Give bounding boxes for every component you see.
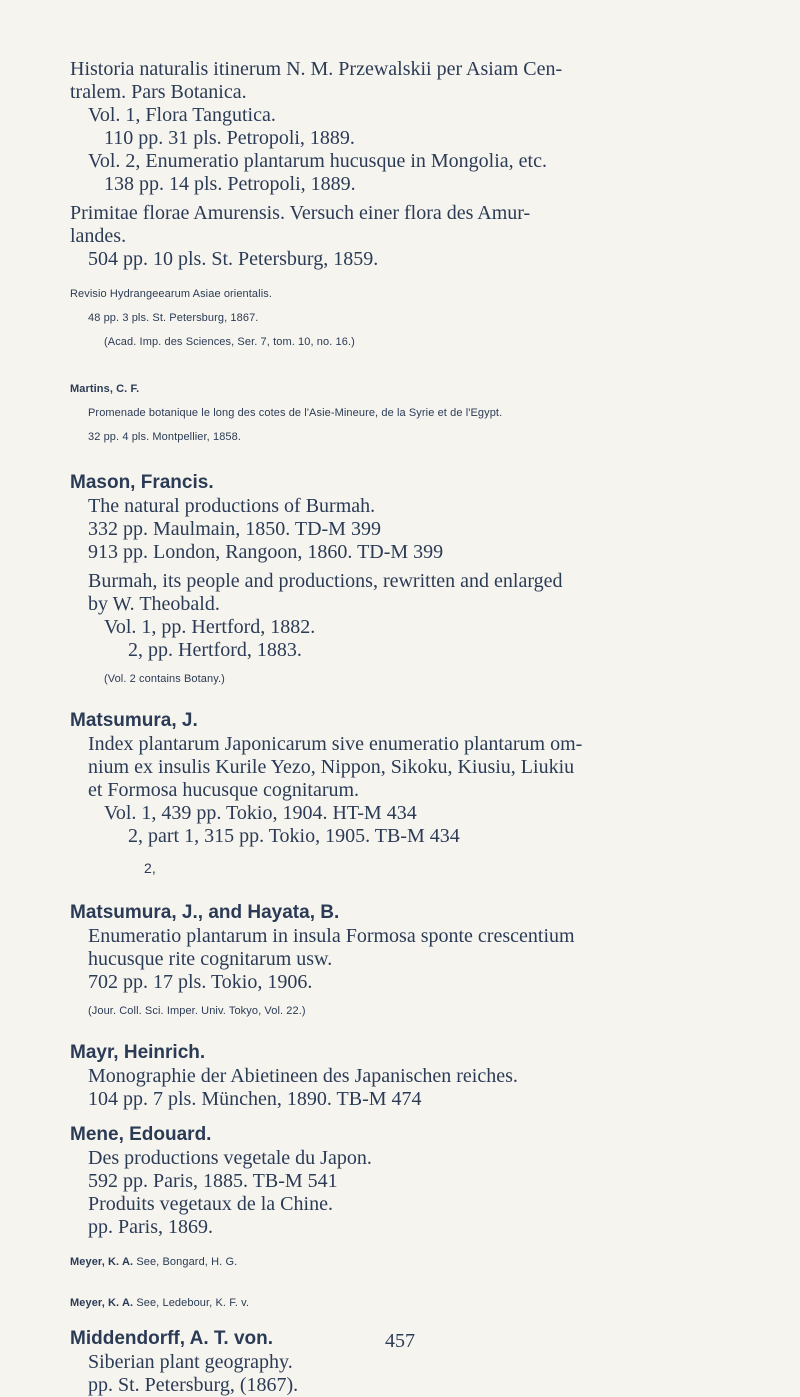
entry-title-small: Revisio Hydrangeearum Asiae orientalis. xyxy=(70,288,272,300)
entry-title: Enumeratio plantarum in insula Formosa sponte crescentium xyxy=(88,925,575,947)
entry-title: Burmah, its people and productions, rewritten and enlarged xyxy=(88,570,563,592)
entry-title: Des productions vegetale du Japon. xyxy=(88,1147,372,1169)
volume-line: Vol. 1, 439 pp. Tokio, 1904. HT-M 434 xyxy=(104,802,417,824)
cross-ref-target: See, Bongard, H. G. xyxy=(136,1256,238,1268)
bibliography-page xyxy=(70,58,760,1397)
collation-line: 332 pp. Maulmain, 1850. TD-M 399 xyxy=(88,518,381,540)
entry-title: Index plantarum Japonicarum sive enumeratio plantarum om- xyxy=(88,733,583,755)
volume-line: 2, part 1, 315 pp. Tokio, 1905. TB-M 434 xyxy=(128,825,460,847)
entry-title-cont: nium ex insulis Kurile Yezo, Nippon, Sikoku, Kiusiu, Liukiu xyxy=(88,756,575,778)
page-number: 457 xyxy=(385,1330,415,1352)
author-heading: Middendorff, A. T. von. xyxy=(70,1328,273,1349)
entry-title-cont: by W. Theobald. xyxy=(88,593,220,615)
collation-line: 104 pp. 7 pls. München, 1890. TB-M 474 xyxy=(88,1088,422,1110)
collation-line: 702 pp. 17 pls. Tokio, 1906. xyxy=(88,971,313,993)
entry-title-cont: et Formosa hucusque cognitarum. xyxy=(88,779,360,801)
volume-line: 2, pp. Hertford, 1883. xyxy=(128,639,302,661)
author-heading: Matsumura, J., and Hayata, B. xyxy=(70,902,340,923)
collation-line: 913 pp. London, Rangoon, 1860. TD-M 399 xyxy=(88,541,444,563)
collation-line: 592 pp. Paris, 1885. TB-M 541 xyxy=(88,1170,338,1192)
collation-line: 138 pp. 14 pls. Petropoli, 1889. xyxy=(104,173,356,195)
author-heading-small: Martins, C. F. xyxy=(70,383,140,395)
collation-line: pp. St. Petersburg, (1867). xyxy=(88,1374,299,1396)
collation-line: 110 pp. 31 pls. Petropoli, 1889. xyxy=(104,127,355,149)
author-heading: Mason, Francis. xyxy=(70,472,214,493)
entry-title: The natural productions of Burmah. xyxy=(88,495,376,517)
entry-title: Primitae florae Amurensis. Versuch einer flora des Amur- xyxy=(70,202,531,224)
entry-title-cont: hucusque rite cognitarum usw. xyxy=(88,948,333,970)
volume-line-small: 2, xyxy=(144,860,156,876)
collation-line-small: 32 pp. 4 pls. Montpellier, 1858. xyxy=(88,431,242,443)
series-note: (Vol. 2 contains Botany.) xyxy=(104,673,225,685)
volume-line: Vol. 1, Flora Tangutica. xyxy=(88,104,276,126)
collation-line: pp. Paris, 1869. xyxy=(88,1216,213,1238)
entry-title: Historia naturalis itinerum N. M. Przewalskii per Asiam Cen- xyxy=(70,58,563,80)
cross-ref-target: See, Ledebour, K. F. v. xyxy=(136,1297,250,1309)
volume-line: Vol. 2, Enumeratio plantarum hucusque in Mongolia, etc. xyxy=(88,150,547,172)
cross-ref-author: Meyer, K. A. xyxy=(70,1256,134,1268)
author-heading: Matsumura, J. xyxy=(70,710,198,731)
volume-line: Vol. 1, pp. Hertford, 1882. xyxy=(104,616,316,638)
entry-title-small: Promenade botanique le long des cotes de l'Asie-Mineure, de la Syrie et de l'Egypt. xyxy=(88,407,503,419)
cross-reference xyxy=(70,1297,760,1310)
series-note: (Jour. Coll. Sci. Imper. Univ. Tokyo, Vol. 22.) xyxy=(88,1005,306,1017)
entry-title: Produits vegetaux de la Chine. xyxy=(88,1193,333,1215)
entry-title-cont: tralem. Pars Botanica. xyxy=(70,81,247,103)
entry-title-cont: landes. xyxy=(70,225,127,247)
entry-title: Siberian plant geography. xyxy=(88,1351,293,1373)
series-note: (Acad. Imp. des Sciences, Ser. 7, tom. 10, no. 16.) xyxy=(104,336,355,348)
author-heading: Mene, Edouard. xyxy=(70,1124,212,1145)
cross-reference xyxy=(70,1256,760,1269)
collation-line-small: 48 pp. 3 pls. St. Petersburg, 1867. xyxy=(88,312,259,324)
entry-title: Monographie der Abietineen des Japanischen reiches. xyxy=(88,1065,518,1087)
author-heading: Mayr, Heinrich. xyxy=(70,1042,206,1063)
cross-ref-author: Meyer, K. A. xyxy=(70,1297,134,1309)
collation-line: 504 pp. 10 pls. St. Petersburg, 1859. xyxy=(88,248,379,270)
